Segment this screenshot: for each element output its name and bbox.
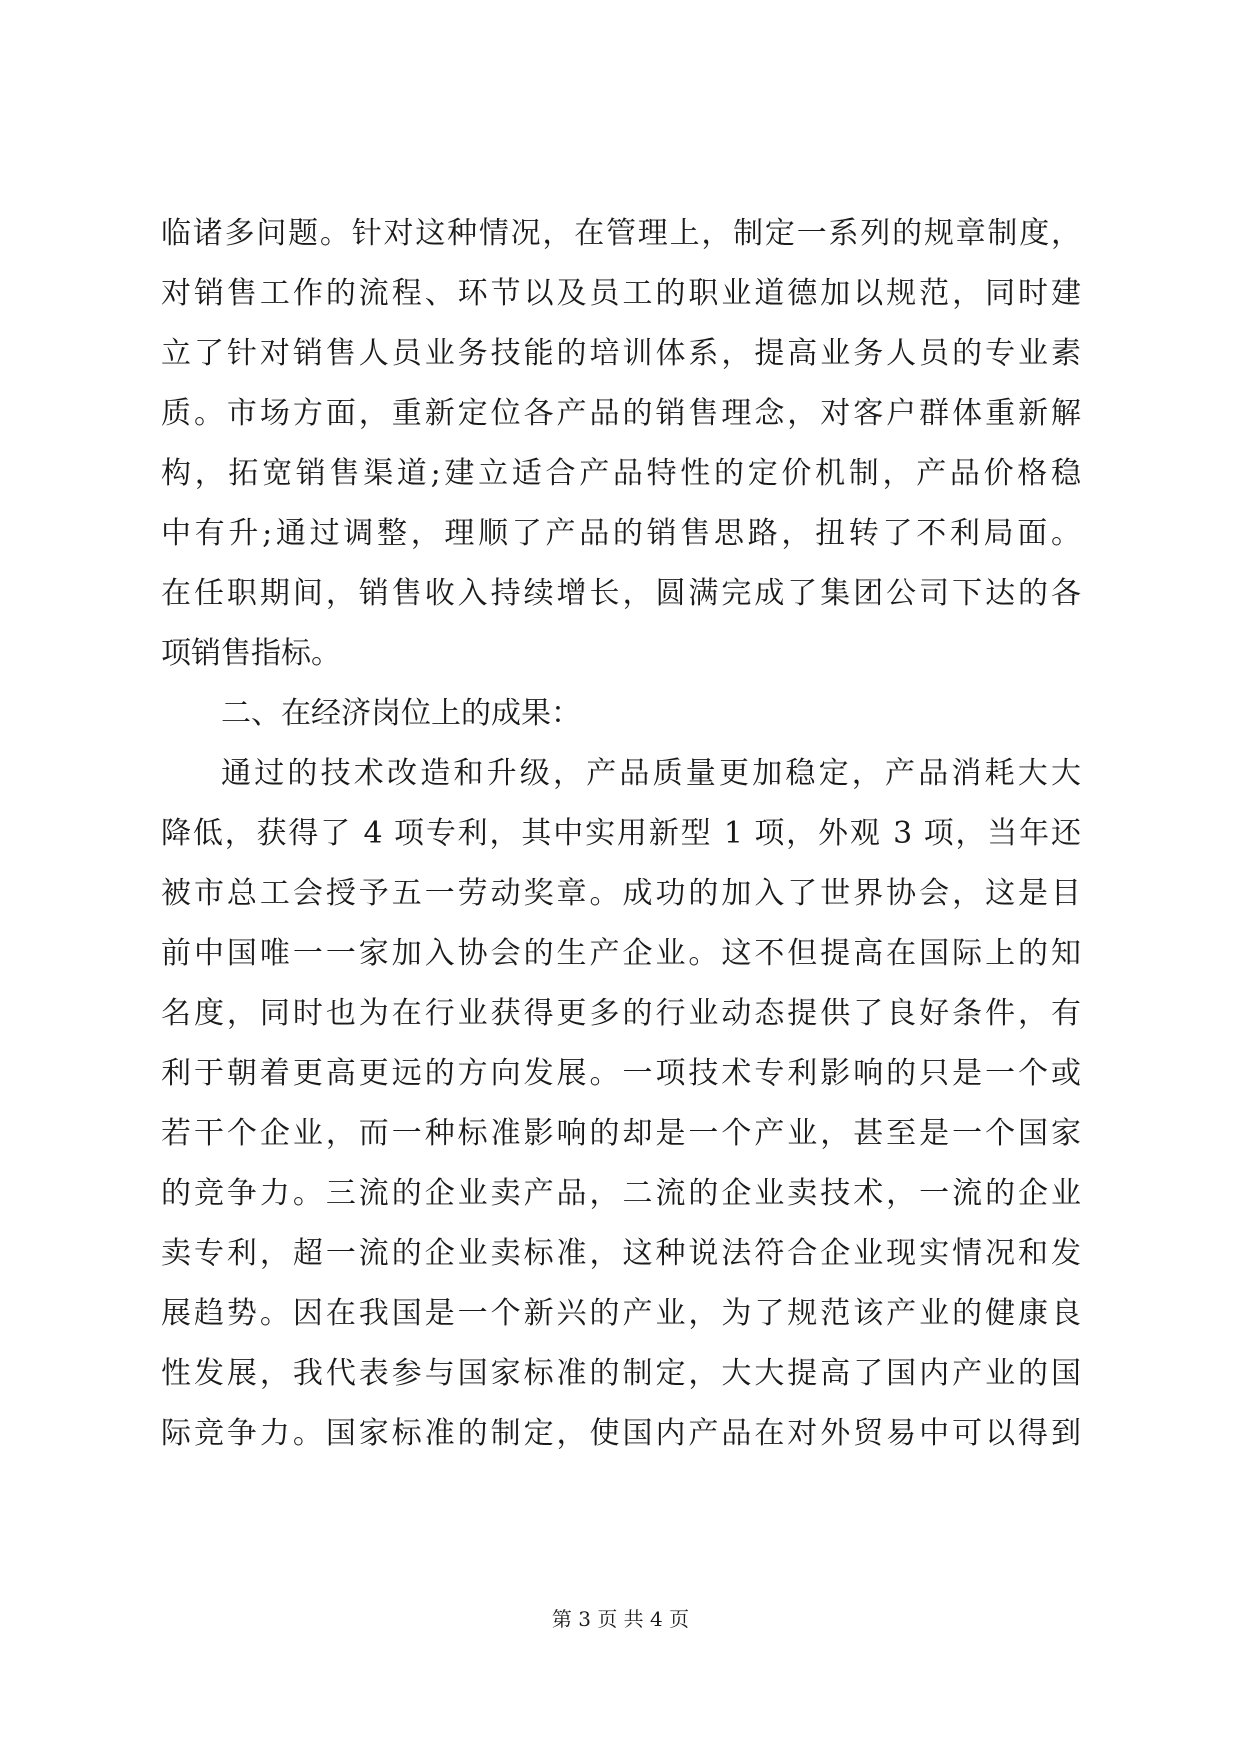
text-line: 对销售工作的流程、环节以及员工的职业道德加以规范，同时建: [161, 276, 1081, 311]
text-line: 项销售指标。: [161, 636, 341, 671]
text-line: 立了针对销售人员业务技能的培训体系，提高业务人员的专业素: [161, 336, 1081, 371]
text-line: 降低，获得了 4 项专利，其中实用新型 1 项，外观 3 项，当年还: [161, 816, 1081, 851]
text-line: 被市总工会授予五一劳动奖章。成功的加入了世界协会，这是目: [161, 876, 1081, 911]
text-line: 展趋势。因在我国是一个新兴的产业，为了规范该产业的健康良: [161, 1296, 1081, 1331]
page-number-footer: 第 3 页 共 4 页: [551, 1607, 690, 1631]
text-line: 在任职期间，销售收入持续增长，圆满完成了集团公司下达的各: [161, 576, 1081, 611]
text-line: 中有升;通过调整，理顺了产品的销售思路，扭转了不利局面。: [161, 516, 1081, 551]
text-line: 利于朝着更高更远的方向发展。一项技术专利影响的只是一个或: [161, 1056, 1081, 1091]
section-heading: 二、在经济岗位上的成果：: [221, 696, 581, 731]
text-line: 卖专利，超一流的企业卖标准，这种说法符合企业现实情况和发: [161, 1236, 1081, 1271]
text-line: 名度，同时也为在行业获得更多的行业动态提供了良好条件，有: [161, 996, 1081, 1031]
text-line: 质。市场方面，重新定位各产品的销售理念，对客户群体重新解: [161, 396, 1081, 431]
text-line: 际竞争力。国家标准的制定，使国内产品在对外贸易中可以得到: [161, 1416, 1081, 1451]
text-line: 构，拓宽销售渠道;建立适合产品特性的定价机制，产品价格稳: [161, 456, 1081, 491]
text-line: 通过的技术改造和升级，产品质量更加稳定，产品消耗大大: [221, 756, 1081, 791]
text-line: 临诸多问题。针对这种情况，在管理上，制定一系列的规章制度，: [161, 216, 1081, 251]
text-line: 性发展，我代表参与国家标准的制定，大大提高了国内产业的国: [161, 1356, 1081, 1391]
body-text: [161, 204, 1081, 1464]
text-line: 的竞争力。三流的企业卖产品，二流的企业卖技术，一流的企业: [161, 1176, 1081, 1211]
text-line: 前中国唯一一家加入协会的生产企业。这不但提高在国际上的知: [161, 936, 1081, 971]
text-line: 若干个企业，而一种标准影响的却是一个产业，甚至是一个国家: [161, 1116, 1081, 1151]
